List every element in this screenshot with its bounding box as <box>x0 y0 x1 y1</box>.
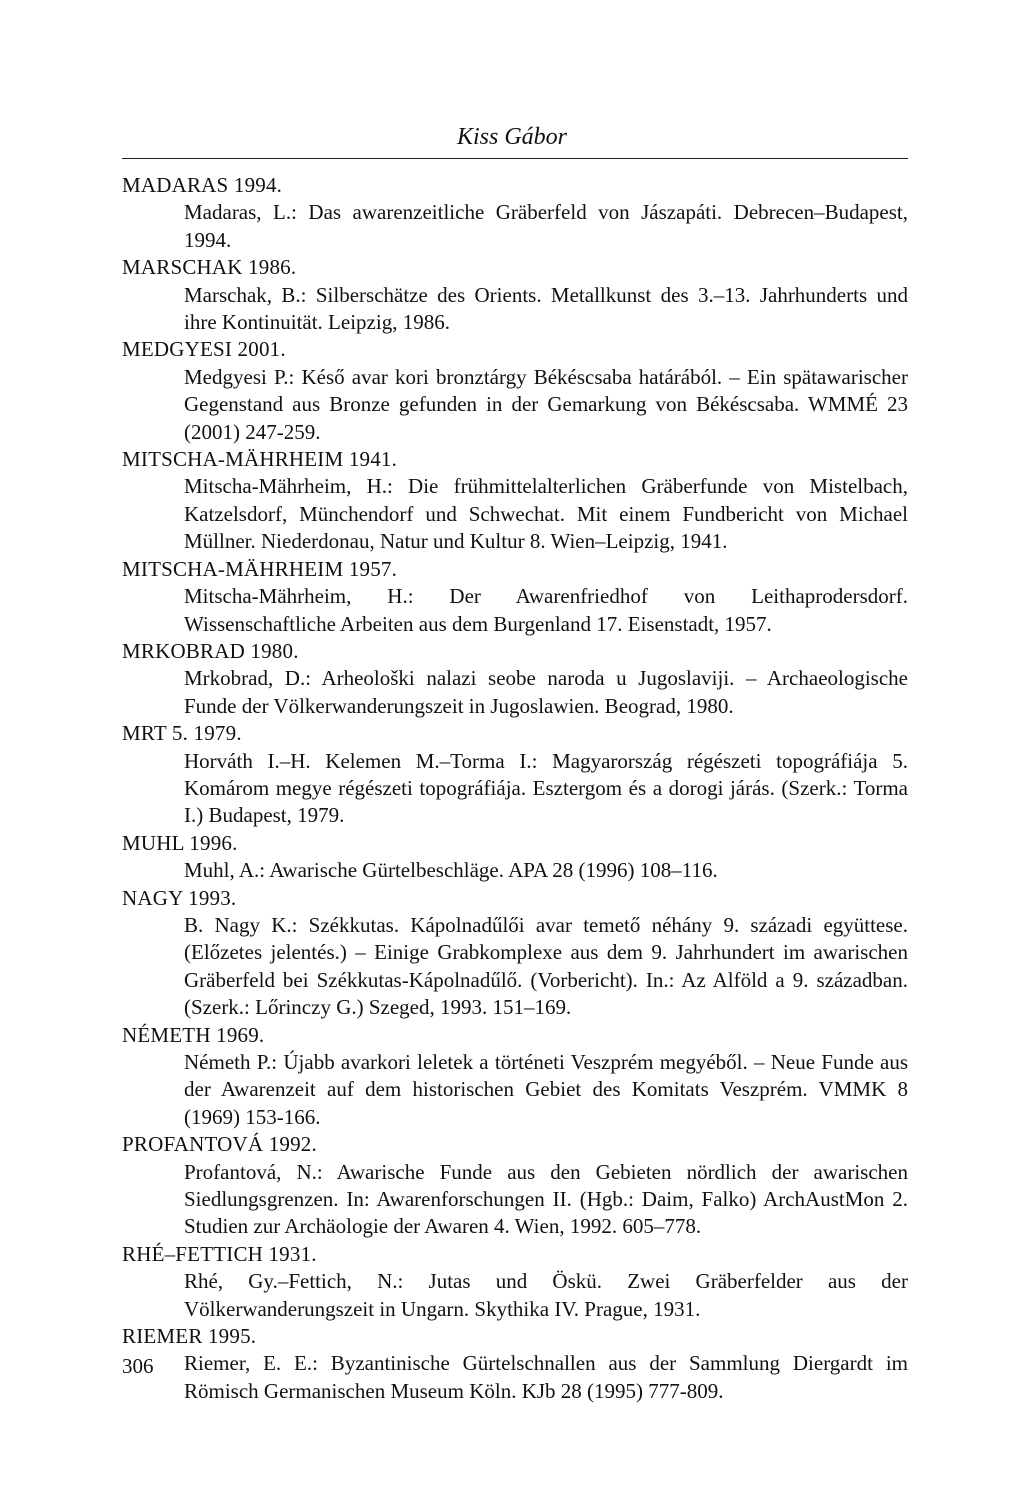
bib-key: RHÉ–FETTICH 1931. <box>122 1241 317 1266</box>
bib-key: NÉMETH 1969. <box>122 1022 265 1047</box>
bib-entry <box>122 1241 908 1323</box>
bib-key: MRT 5. 1979. <box>122 721 242 746</box>
bib-key: NAGY 1993. <box>122 885 237 910</box>
bib-entry <box>122 1022 908 1132</box>
bib-reference: Mitscha-Mährheim, H.: Die frühmittelalterlichen Gräberfunde von Mistelbach, Katzelsdorf, Münchendorf und Schwechat. Mit einem Fundbericht von Michael Müllner. Niederdonau, Natur und Kultur 8. Wien–Leipzig, 1941. <box>184 474 908 554</box>
bibliography <box>122 172 908 1405</box>
bib-reference: Németh P.: Újabb avarkori leletek a történeti Veszprém megyéből. – Neue Funde aus der Awarenzeit auf dem historischen Gebiet des Komitats Veszprém. VMMK 8 (1969) 153-166. <box>184 1050 908 1129</box>
bib-entry <box>122 720 908 830</box>
bib-entry <box>122 446 908 556</box>
bib-key: MADARAS 1994. <box>122 173 283 197</box>
header-rule <box>122 158 908 159</box>
bib-key: PROFANTOVÁ 1992. <box>122 1132 317 1157</box>
bib-entry <box>122 336 908 446</box>
bib-entry <box>122 1131 908 1241</box>
bib-entry <box>122 172 908 254</box>
page-number: 306 <box>122 1354 154 1378</box>
bib-key: RIEMER 1995. <box>122 1324 257 1349</box>
bib-reference: Medgyesi P.: Késő avar kori bronztárgy Békéscsaba határából. – Ein spätawarischer Gegenstand aus Bronze gefunden in der Gemarkung von Békéscsaba. WMMÉ 23 (2001) 247-259. <box>184 364 908 444</box>
bib-reference: Marschak, B.: Silberschätze des Orients. Metallkunst des 3.–13. Jahrhunderts und ihre Kontinuität. Leipzig, 1986. <box>184 282 908 335</box>
bib-key: MUHL 1996. <box>122 830 238 855</box>
bib-reference: Muhl, A.: Awarische Gürtelbeschläge. APA 28 (1996) 108–116. <box>184 858 718 883</box>
bib-reference: Mitscha-Mährheim, H.: Der Awarenfriedhof von Leithaprodersdorf. Wissenschaftliche Arbeiten aus dem Burgenland 17. Eisenstadt, 1957. <box>184 584 908 636</box>
bib-entry <box>122 638 908 720</box>
bib-reference: Madaras, L.: Das awarenzeitliche Gräberfeld von Jászapáti. Debrecen–Budapest, 1994. <box>184 200 908 252</box>
bib-entry <box>122 885 908 1022</box>
bib-reference: Profantová, N.: Awarische Funde aus den Gebieten nördlich der awarischen Siedlungsgrenzen. In: Awarenforschungen II. (Hgb.: Daim, Falko) ArchAustMon 2. Studien zur Archäologie der Awaren 4. Wien, 1992. 605–778. <box>184 1159 908 1239</box>
bib-key: MARSCHAK 1986. <box>122 255 297 280</box>
bib-key: MITSCHA-MÄHRHEIM 1941. <box>122 447 398 472</box>
bib-entry <box>122 254 908 336</box>
bib-entry <box>122 556 908 638</box>
bib-entry <box>122 830 908 885</box>
bib-key: MITSCHA-MÄHRHEIM 1957. <box>122 556 398 581</box>
bib-key: MEDGYESI 2001. <box>122 337 286 362</box>
bib-key: MRKOBRAD 1980. <box>122 638 299 663</box>
bib-reference: Horváth I.–H. Kelemen M.–Torma I.: Magyarország régészeti topográfiája 5. Komárom megye régészeti topográfiája. Esztergom és a dorogi járás. (Szerk.: Torma I.) Budapest, 1979. <box>184 748 908 828</box>
running-head: Kiss Gábor <box>456 124 568 150</box>
bib-reference: Riemer, E. E.: Byzantinische Gürtelschnallen aus der Sammlung Diergardt im Römisch Germanischen Museum Köln. KJb 28 (1995) 777-809. <box>184 1351 908 1403</box>
bib-entry <box>122 1323 908 1405</box>
bib-reference: Mrkobrad, D.: Arheološki nalazi seobe naroda u Jugoslaviji. – Archaeologische Funde der Völkerwanderungszeit in Jugoslawien. Beograd, 1980. <box>184 666 908 718</box>
bib-reference: Rhé, Gy.–Fettich, N.: Jutas und Öskü. Zwei Gräberfelder aus der Völkerwanderungszeit in Ungarn. Skythika IV. Prague, 1931. <box>184 1269 908 1321</box>
bib-reference: B. Nagy K.: Székkutas. Kápolnadűlői avar temető néhány 9. századi együttese. (Előzetes jelentés.) – Einige Grabkomplexe aus dem 9. Jahrhundert im awarischen Gräberfeld bei Székkutas-Kápolnadűlő. (Vorbericht). In.: Az Alföld a 9. században. (Szerk.: Lőrinczy G.) Szeged, 1993. 151–169. <box>184 912 908 1020</box>
